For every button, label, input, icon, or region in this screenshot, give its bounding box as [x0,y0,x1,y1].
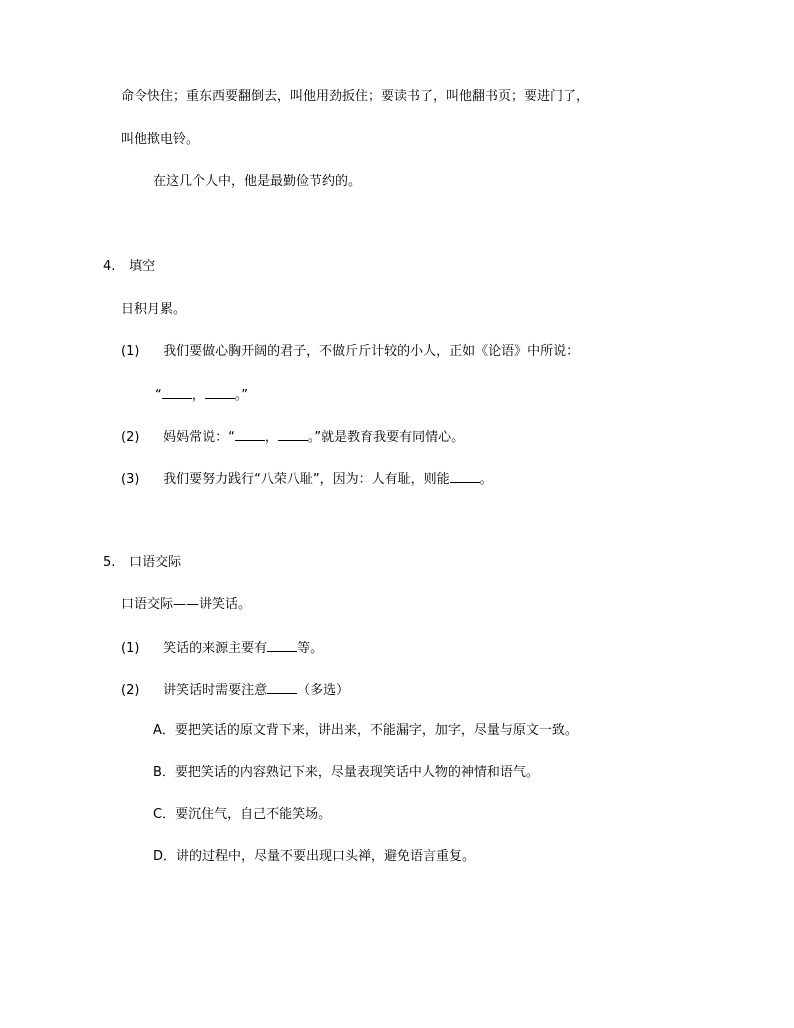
intro-line-1: 命令快住；重东西要翻倒去，叫他用劲扳住；要读书了，叫他翻书页；要进门了， [121,89,590,104]
option-label: B． [153,765,175,780]
answer-blank[interactable] [162,386,192,399]
q4-item-2-pre: 妈妈常说：“ [163,430,235,445]
q5-item-1-number: (1) [121,641,140,656]
q5-item-2-pre: 讲笑话时需要注意 [163,683,268,698]
q4-item-3-post: 。 [479,472,493,487]
q5-item-1 [121,639,323,657]
answer-blank[interactable] [205,386,235,399]
q5-subtitle: 口语交际——讲笑话。 [121,597,252,612]
option-text: 要把笑话的内容熟记下来，尽量表现笑话中人物的神情和语气。 [174,765,539,780]
q5-title: 口语交际 [129,555,182,570]
answer-blank[interactable] [267,681,297,694]
q5-item-1-pre: 笑话的来源主要有 [163,641,268,656]
q5-option-d [153,849,475,865]
option-label: D． [153,849,177,864]
q4-title: 填空 [129,259,156,274]
option-text: 要把笑话的原文背下来，讲出来，不能漏字，加字，尽量与原文一致。 [174,723,578,738]
option-label: C． [153,807,176,822]
answer-blank[interactable] [450,470,480,483]
q5-item-2-number: (2) [121,683,140,698]
q5-option-c [153,807,331,823]
q4-item-2 [121,428,464,446]
option-label: A． [153,723,175,738]
intro-line-2: 叫他揿电铃。 [121,132,200,147]
option-text: 讲的过程中，尽量不要出现口头禅，避免语言重复。 [176,849,476,864]
q5-option-b [153,765,539,781]
q5-option-a [153,723,578,739]
q4-item-1-text: 我们要做心胸开阔的君子，不做斤斤计较的小人，正如《论语》中所说： [163,344,580,359]
q4-item-1-separator: ， [191,388,205,403]
answer-blank[interactable] [235,428,265,441]
q5-heading [103,555,181,571]
answer-blank[interactable] [267,639,297,652]
q4-item-3-pre: 我们要努力践行“八荣八耻”，因为：人有耻，则能 [163,472,450,487]
q4-item-3 [121,470,493,488]
answer-blank[interactable] [278,428,308,441]
q4-subtitle: 日积月累。 [121,302,187,317]
q4-item-2-number: (2) [121,430,140,445]
intro-line-3: 在这几个人中，他是最勤俭节约的。 [153,174,362,189]
q5-number: 5. [103,555,116,570]
q4-item-1-end: 。” [234,388,249,403]
option-text: 要沉住气，自己不能笑场。 [175,807,332,822]
q4-item-1 [121,344,579,360]
q4-item-1-number: (1) [121,344,140,359]
q4-item-1-open-quote: “ [155,388,162,403]
q5-item-2-post: （多选） [297,683,350,698]
q4-item-1-continued [155,386,248,404]
q4-item-2-post: 。”就是教育我要有同情心。 [307,430,465,445]
q4-item-2-separator: ， [264,430,278,445]
q4-heading [103,259,155,275]
q4-number: 4. [103,259,116,274]
q5-item-1-post: 等。 [297,641,324,656]
q5-item-2 [121,681,349,699]
q4-item-3-number: (3) [121,472,140,487]
